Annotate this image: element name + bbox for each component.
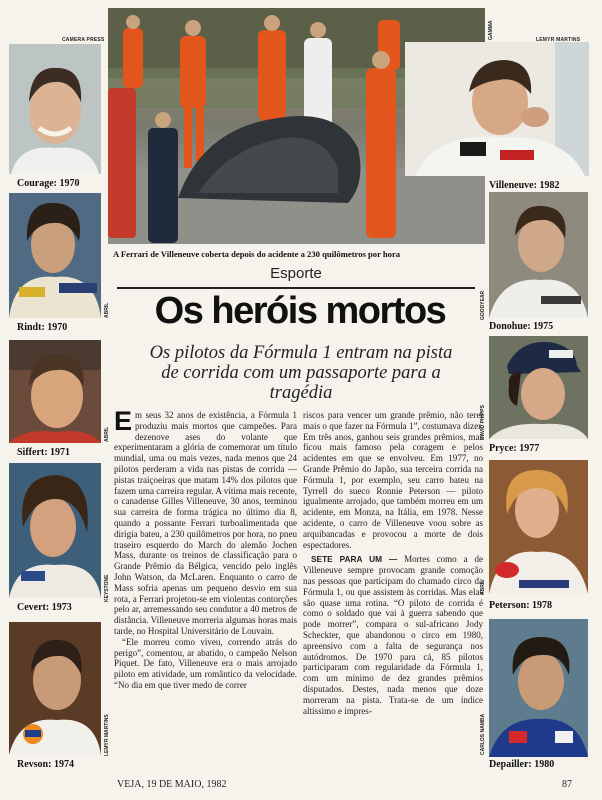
portrait-revson-caption: Revson: 1974: [17, 759, 74, 770]
body-text-2a: riscos para vencer um grande prêmio, não terei mais o que fazer na Fórmula 1”, costumava dizer. Em três anos, ganhou seis grandes prêmios, mas ficou mais famoso pela coragem e pelos acidentes em que se envolveu. Em 1977, no Grande Prêmio do Japão, sua terceira corrida na Fórmula 1, por exemplo, seu carro bateu na Tyrrell do sueco Ronnie Peterson — piloto igualmente arrojado, que também morreu em um acidente, em Monza, na Itália, em 1978. Nesse acidente, o carro de Villeneuve voou sobre as arquibancadas e provocou a morte de dois espectadores.: [303, 410, 483, 550]
portrait-siffert-illustration: [9, 340, 101, 443]
portrait-cevert-credit: KEYSTONE: [104, 574, 110, 602]
body-column-1: [114, 406, 297, 691]
portrait-depailler-caption: Depailler: 1980: [489, 759, 555, 770]
portrait-courage-illustration: [9, 44, 101, 174]
deck: Os pilotos da Fórmula 1 entram na pista de corrida com um passaporte para a tragédia: [149, 343, 453, 403]
portrait-depailler-credit: CARLOS NAMBA: [480, 713, 486, 755]
portrait-donohue-credit: GOODYEAR: [480, 290, 486, 320]
portrait-rindt: [9, 193, 101, 318]
main-photo-caption: A Ferrari de Villeneuve coberta depois do acidente a 230 quilômetros por hora: [113, 249, 401, 259]
portrait-donohue-caption: Donohue: 1975: [489, 321, 554, 332]
headline: Os heróis mortos: [154, 290, 446, 332]
portrait-peterson-illustration: [489, 460, 588, 594]
dropcap: E: [114, 406, 133, 436]
portrait-revson-credit: LEMYR MARTINS: [104, 714, 110, 756]
body-text-1b: “Ele morreu como viveu, correndo atrás do perigo”, comentou, ar abatido, o campeão Nelson Piquet. De fato, Villeneuve era o mais arrojado piloto em atividade, um romântico da velocidade. “No dia em que tiver medo de correr: [114, 636, 297, 690]
portrait-pryce-credit: DAVID PHIPPS: [480, 405, 486, 440]
portrait-rindt-illustration: [9, 193, 101, 318]
portrait-villeneuve: [405, 42, 589, 176]
portrait-peterson: [489, 460, 588, 594]
portrait-rindt-credit: ABRIL: [104, 302, 110, 318]
portrait-peterson-credit: ABRIL: [480, 579, 486, 595]
portrait-depailler: [489, 619, 588, 757]
portrait-siffert-credit: ABRIL: [104, 426, 110, 442]
portrait-donohue: [489, 192, 588, 318]
portrait-siffert-caption: Siffert: 1971: [17, 447, 71, 458]
page-number: 87: [562, 779, 572, 790]
portrait-siffert: [9, 340, 101, 443]
portrait-villeneuve-credit: LEMYR MARTINS: [536, 37, 581, 43]
body-text-2b: Mortes como a de Villeneuve sempre provocam grande comoção nas pessoas que participam do chamado circo da Fórmula 1, ou que assistem às corridas. Mas elas são quase uma rotina. “O piloto de corrida é como o soldado que vai à guerra sabendo que pode morrer”, compara o sul-africano Jody Scheckter, que abandonou o circo em 1980, apreensivo com a falta de segurança nos autódromos. De 1970 para cá, 85 pilotos participaram com regularidade da Fórmula 1, com um mínimo de dez grandes prêmios disputados. Destes, nada menos que doze morreram na pista. Trata-se de um índice altíssimo e impres-: [303, 554, 483, 716]
portrait-rindt-caption: Rindt: 1970: [17, 322, 68, 333]
body-text-1: m seus 32 anos de existência, a Fórmula 1 produziu mais mortos que campeões. Para dezenove ases do volante que experimentaram a glória de comemorar um título mundial, uma ou mais vezes, nada menos que 24 pilotos perderam a vida nas pistas de corrida — pistas traiçoeiras que matam 14% dos pilotos que fazem uma carreira regular. A vítima mais recente, o canadense Gilles Villeneuve, 30 anos, terminou sua carreira de forma trágica no último dia 8, quando a possante Ferrari turboalimentada que dirigia bateu, a 230 quilômetros por hora, no pneu traseiro esquerdo do March do alemão Jochen Mass, durante os treinos de classificação para o Grande Prêmio da Bélgica, vencido pelo inglês John Watson, da McLaren. Enquanto o carro de Mass sofria apenas um pequeno desvio em sua rota, a Ferrari projetou-se em violentas contorções pelo ar, arremessando seu condutor a 40 metros de distância. Villeneuve morreria algumas horas mais tarde, no Hospital Universitário de Louvain.: [114, 410, 297, 636]
section-label: Esporte: [270, 265, 322, 282]
subhead: SETE PARA UM —: [311, 554, 398, 565]
body-column-2: [303, 410, 483, 716]
portrait-villeneuve-illustration: [405, 42, 589, 176]
portrait-courage-caption: Courage: 1970: [17, 178, 80, 189]
portrait-villeneuve-caption: Villeneuve: 1982: [489, 180, 560, 191]
main-photo-credit: GAMMA: [488, 20, 494, 40]
portrait-cevert-illustration: [9, 463, 101, 598]
portrait-courage-credit: CAMERA PRESS: [62, 37, 105, 43]
portrait-revson-illustration: [9, 622, 101, 755]
portrait-pryce-caption: Pryce: 1977: [489, 443, 540, 454]
portrait-peterson-caption: Peterson: 1978: [489, 600, 553, 611]
portrait-depailler-illustration: [489, 619, 588, 757]
portrait-pryce: [489, 336, 588, 439]
portrait-courage: [9, 44, 101, 174]
footer-issue: VEJA, 19 DE MAIO, 1982: [117, 779, 227, 790]
portrait-cevert: [9, 463, 101, 598]
portrait-revson: [9, 622, 101, 755]
portrait-donohue-illustration: [489, 192, 588, 318]
portrait-pryce-illustration: [489, 336, 588, 439]
portrait-cevert-caption: Cevert: 1973: [17, 602, 72, 613]
section-rule: [117, 287, 475, 289]
